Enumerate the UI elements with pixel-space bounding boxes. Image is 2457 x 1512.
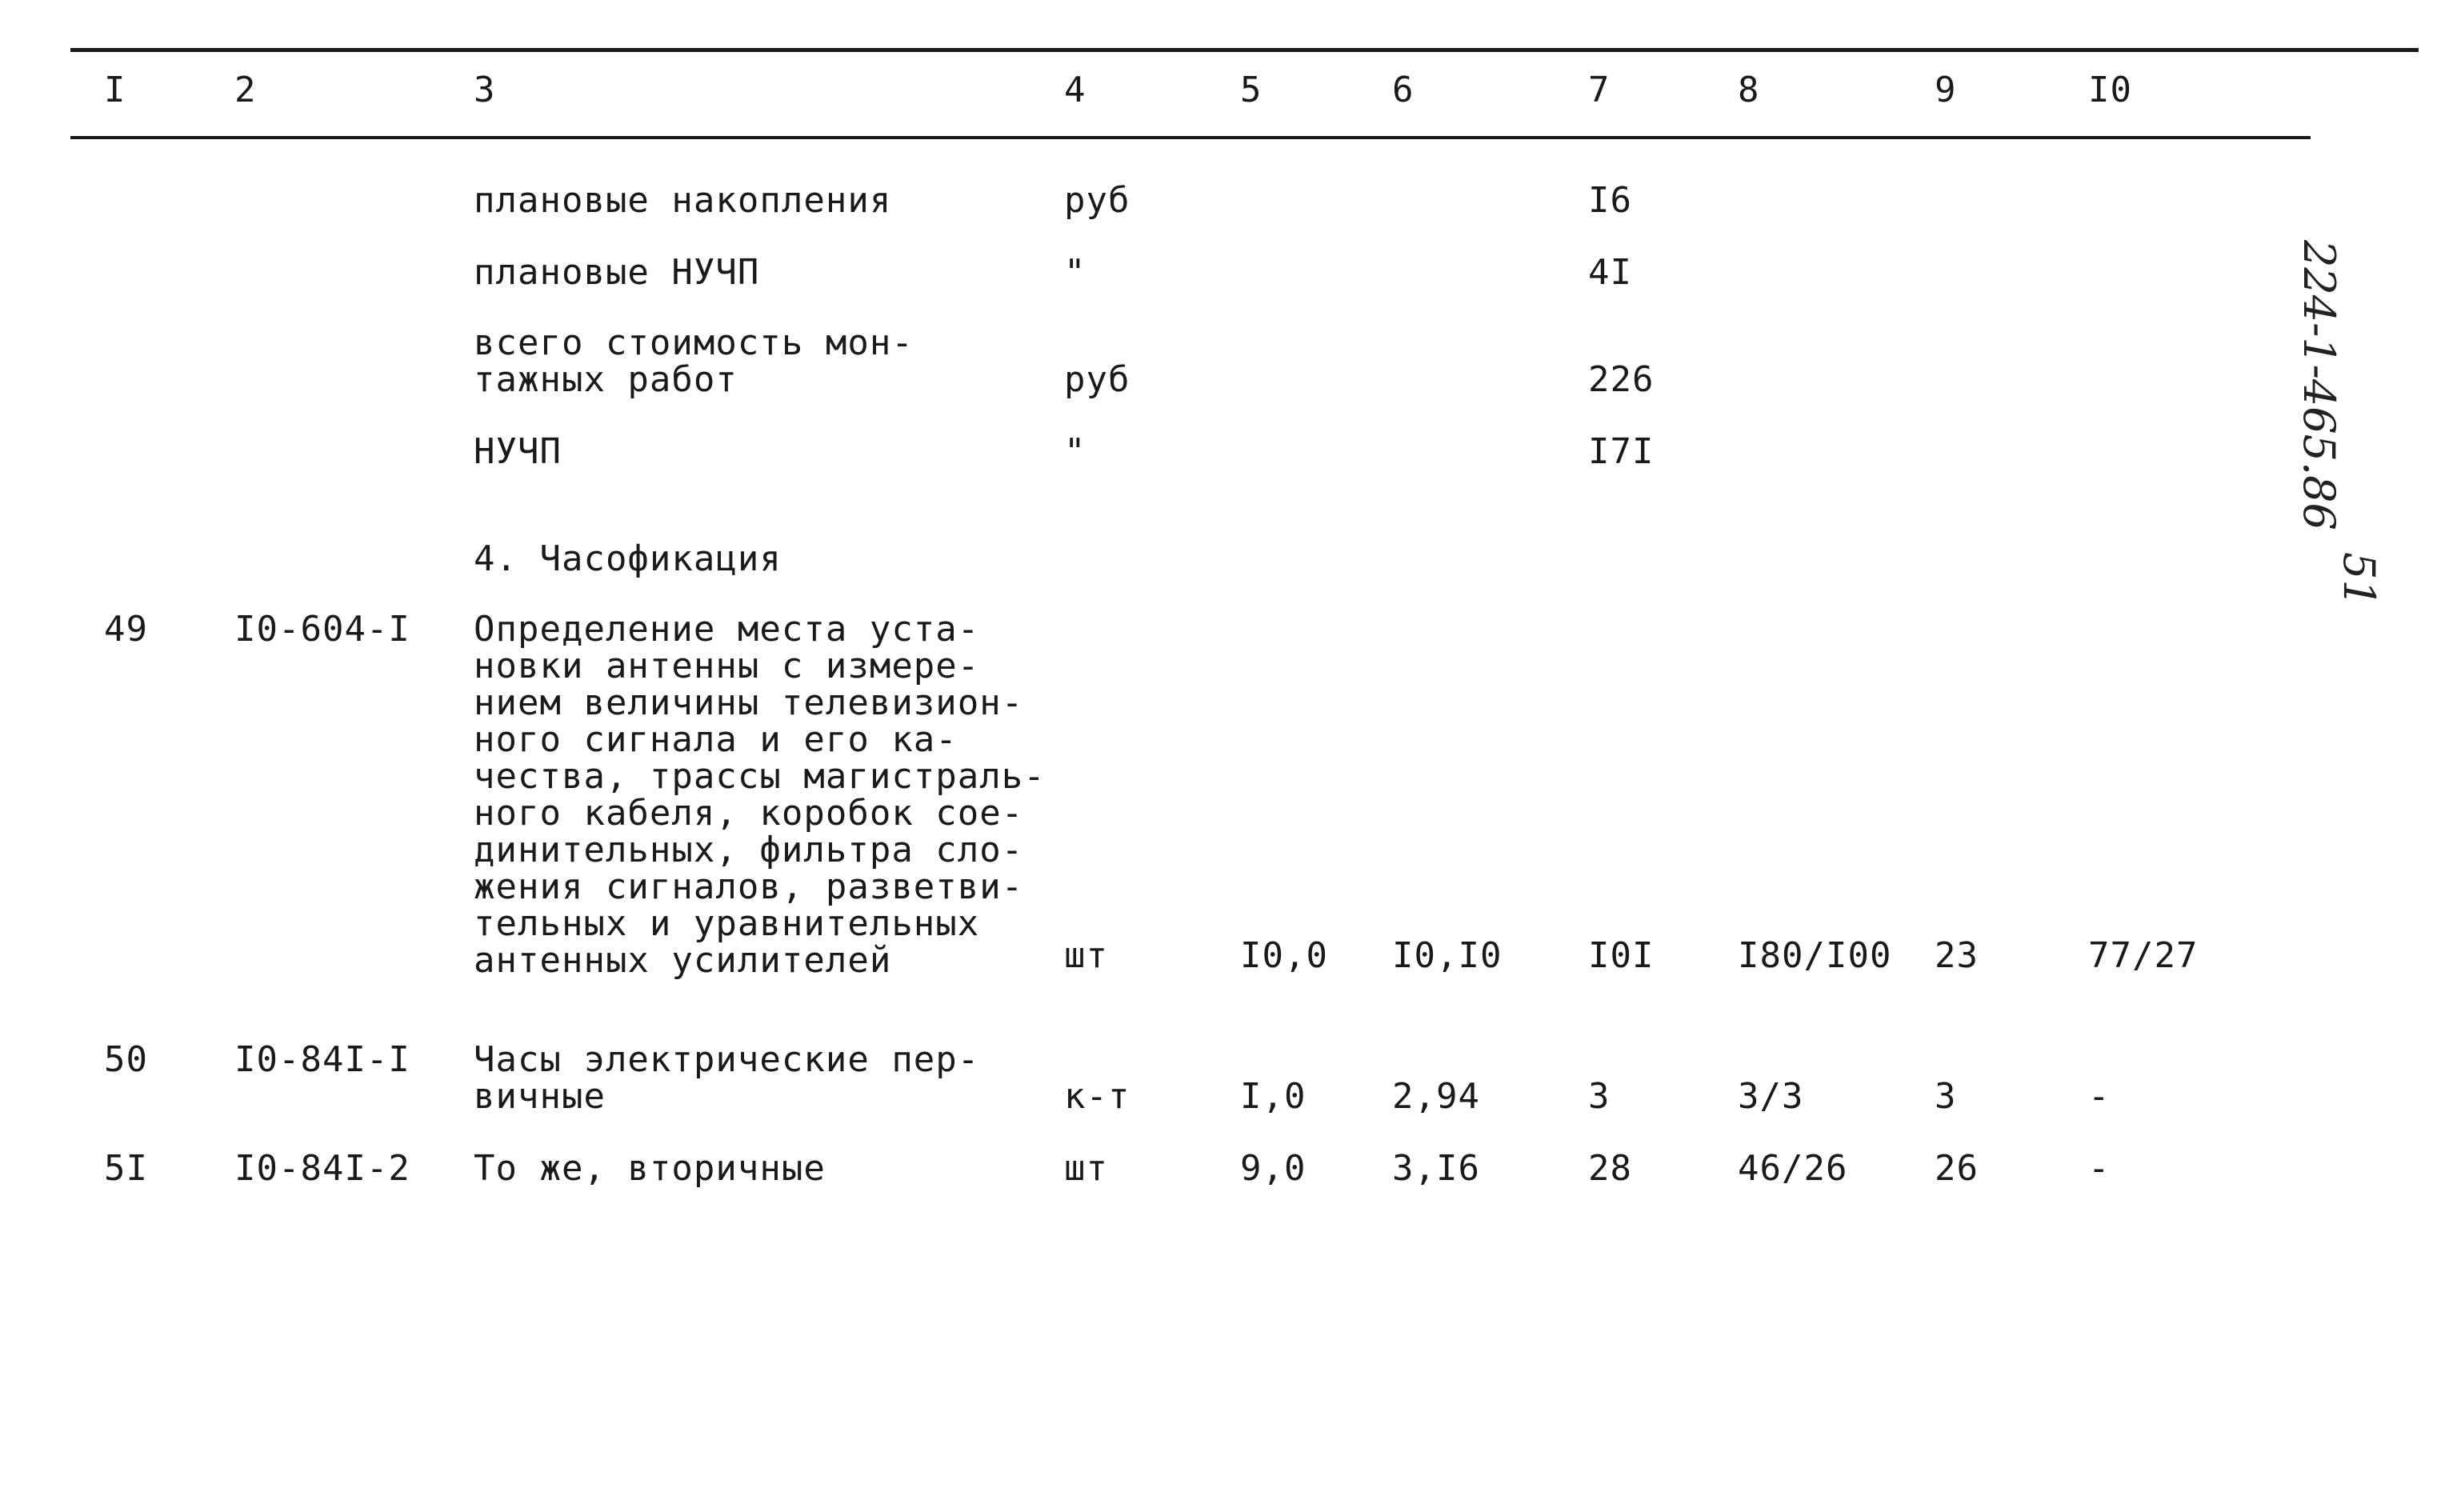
row-col8: 46/26 xyxy=(1738,1148,1848,1189)
summary-name: всего стоимость мон- тажных работ xyxy=(474,322,914,400)
row-col8: I80/I00 xyxy=(1738,935,1892,976)
row-col7: I0I xyxy=(1588,935,1655,976)
row-col5: I0,0 xyxy=(1240,935,1328,976)
summary-unit: руб xyxy=(1064,359,1130,400)
summary-value: I7I xyxy=(1588,431,1655,472)
header-col-10: I0 xyxy=(2088,70,2132,110)
row-col9: 26 xyxy=(1935,1148,1979,1189)
row-col6: 2,94 xyxy=(1392,1076,1480,1117)
summary-value: 226 xyxy=(1588,359,1655,400)
row-col6: I0,I0 xyxy=(1392,935,1503,976)
row-description: Часы электрические пер- вичные xyxy=(474,1039,980,1117)
summary-name: плановые НУЧП xyxy=(474,252,760,293)
row-description: Определение места уста- новки антенны с измере- нием величины телевизион- ного сигнала и его ка- чества, трассы магистраль- ного кабеля, коробок сое- динительных, фильтра сло- жения сигналов, разветви- тельных и уравнительных антенных усилителей xyxy=(474,609,1046,981)
row-code: I0-84I-I xyxy=(234,1039,410,1080)
summary-unit: " xyxy=(1064,252,1086,293)
row-code: I0-604-I xyxy=(234,609,410,650)
row-col7: 28 xyxy=(1588,1148,1632,1189)
top-rule xyxy=(70,48,2419,52)
header-col-8: 8 xyxy=(1738,70,1760,110)
header-col-7: 7 xyxy=(1588,70,1611,110)
header-rule xyxy=(70,136,2311,139)
row-description: То же, вторичные xyxy=(474,1148,826,1189)
row-col9: 23 xyxy=(1935,935,1979,976)
row-col6: 3,I6 xyxy=(1392,1148,1480,1189)
row-unit: шт xyxy=(1064,935,1108,976)
row-col7: 3 xyxy=(1588,1076,1611,1117)
page-number: 51 xyxy=(2334,552,2384,607)
row-col5: 9,0 xyxy=(1240,1148,1307,1189)
row-number: 49 xyxy=(104,609,148,650)
margin-document-code: 224-1-465.86 xyxy=(2294,240,2344,530)
row-unit: шт xyxy=(1064,1148,1108,1189)
row-col10: 77/27 xyxy=(2088,935,2199,976)
header-col-2: 2 xyxy=(234,70,257,110)
row-number: 50 xyxy=(104,1039,148,1080)
row-col8: 3/3 xyxy=(1738,1076,1804,1117)
header-col-3: 3 xyxy=(474,70,496,110)
row-col10: - xyxy=(2088,1148,2111,1189)
header-col-1: I xyxy=(104,70,126,110)
summary-value: 4I xyxy=(1588,252,1632,293)
summary-name: плановые накопления xyxy=(474,180,892,221)
summary-unit: " xyxy=(1064,431,1086,472)
summary-value: I6 xyxy=(1588,180,1632,221)
summary-unit: руб xyxy=(1064,180,1130,221)
row-col5: I,0 xyxy=(1240,1076,1307,1117)
row-col9: 3 xyxy=(1935,1076,1957,1117)
section-title: 4. Часофикация xyxy=(474,538,782,579)
row-col10: - xyxy=(2088,1076,2111,1117)
header-col-6: 6 xyxy=(1392,70,1415,110)
header-col-4: 4 xyxy=(1064,70,1086,110)
row-number: 5I xyxy=(104,1148,148,1189)
header-col-9: 9 xyxy=(1935,70,1957,110)
row-code: I0-84I-2 xyxy=(234,1148,410,1189)
header-col-5: 5 xyxy=(1240,70,1263,110)
row-unit: к-т xyxy=(1064,1076,1130,1117)
summary-name: НУЧП xyxy=(474,431,562,472)
